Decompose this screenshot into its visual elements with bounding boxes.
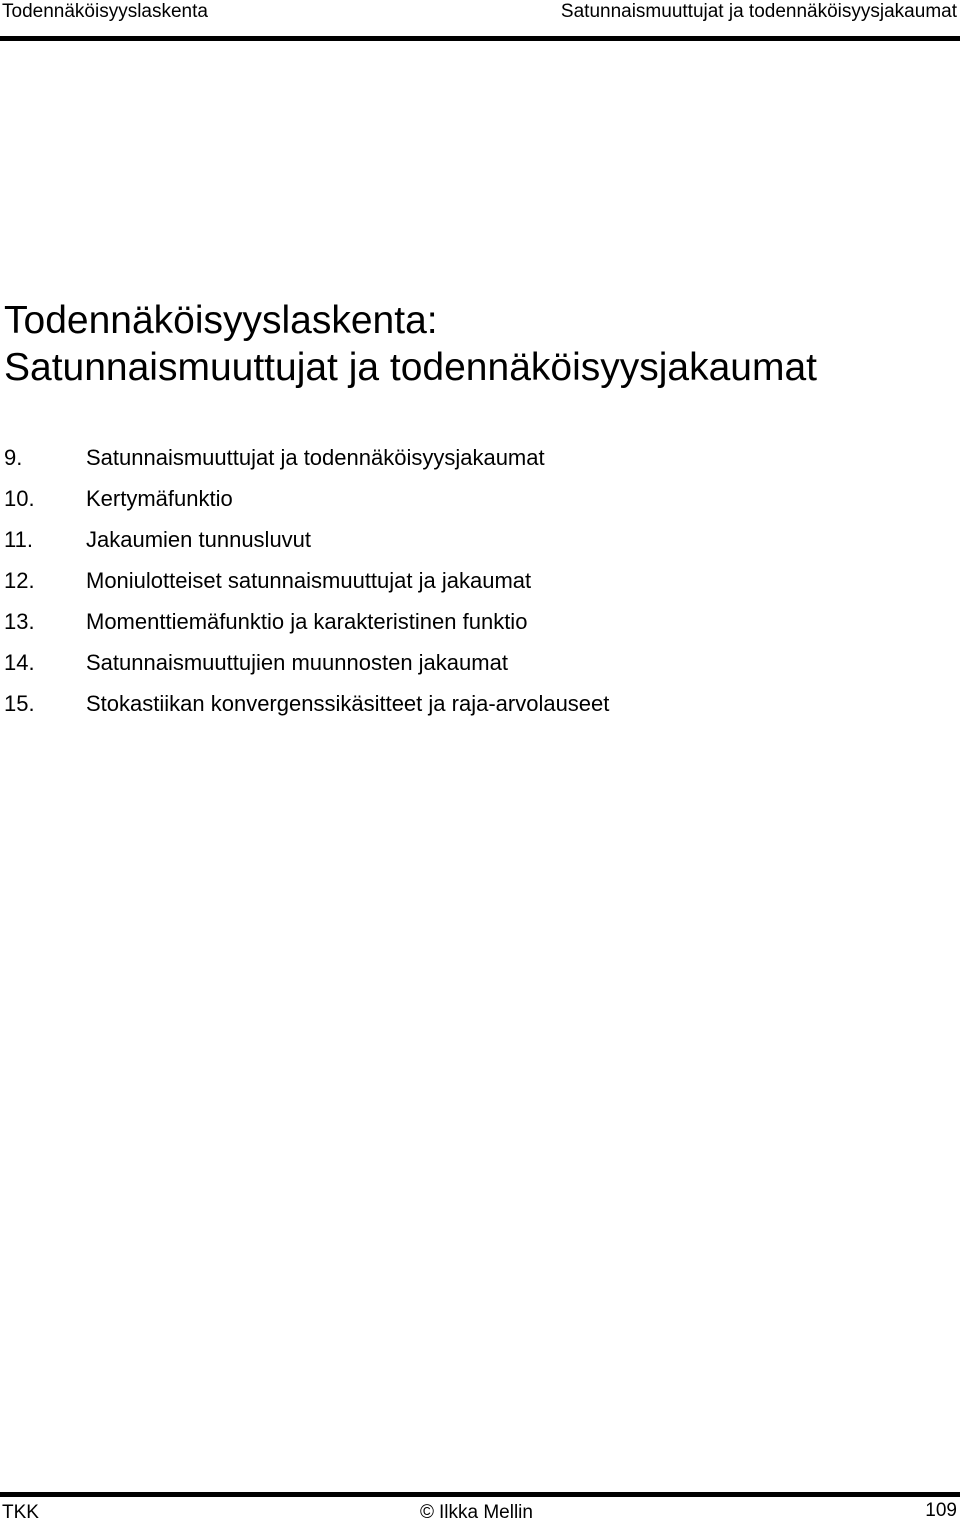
toc-item-label: Stokastiikan konvergenssikäsitteet ja raja-arvolauseet <box>86 691 610 716</box>
toc-item-label: Satunnaismuuttujat ja todennäköisyysjakaumat <box>86 445 545 470</box>
toc-item-number: 15. <box>4 691 35 716</box>
footer-author <box>420 1502 533 1524</box>
page-title <box>4 297 817 391</box>
toc-item-number: 9. <box>4 445 23 470</box>
header-rule <box>0 36 960 41</box>
footer-institution: TKK <box>2 1502 39 1523</box>
title-line-1: Todennäköisyyslaskenta: <box>4 299 438 342</box>
toc-item-label: Satunnaismuuttujien muunnosten jakaumat <box>86 650 508 675</box>
toc-item-label: Moniulotteiset satunnaismuuttujat ja jakaumat <box>86 568 532 593</box>
toc-item-number: 12. <box>4 568 35 593</box>
page-header <box>0 0 960 44</box>
header-chapter-title: Satunnaismuuttujat ja todennäköisyysjakaumat <box>560 1 957 22</box>
toc-item-label: Jakaumien tunnusluvut <box>86 527 312 552</box>
page-number: 109 <box>925 1500 957 1521</box>
toc-item-number: 10. <box>4 486 35 511</box>
toc-item-number: 13. <box>4 609 35 634</box>
toc-item-label: Momenttiemäfunktio ja karakteristinen funktio <box>86 609 528 634</box>
title-line-2: Satunnaismuuttujat ja todennäköisyysjakaumat <box>4 346 817 389</box>
toc-item-number: 14. <box>4 650 35 675</box>
header-course-title: Todennäköisyyslaskenta <box>2 1 208 22</box>
toc-item-label: Kertymäfunktio <box>86 486 233 511</box>
footer-rule <box>0 1492 960 1497</box>
toc-item-number: 11. <box>4 527 33 552</box>
copyright-icon: © <box>420 1502 434 1523</box>
footer-author-name: Ilkka Mellin <box>439 1502 533 1523</box>
